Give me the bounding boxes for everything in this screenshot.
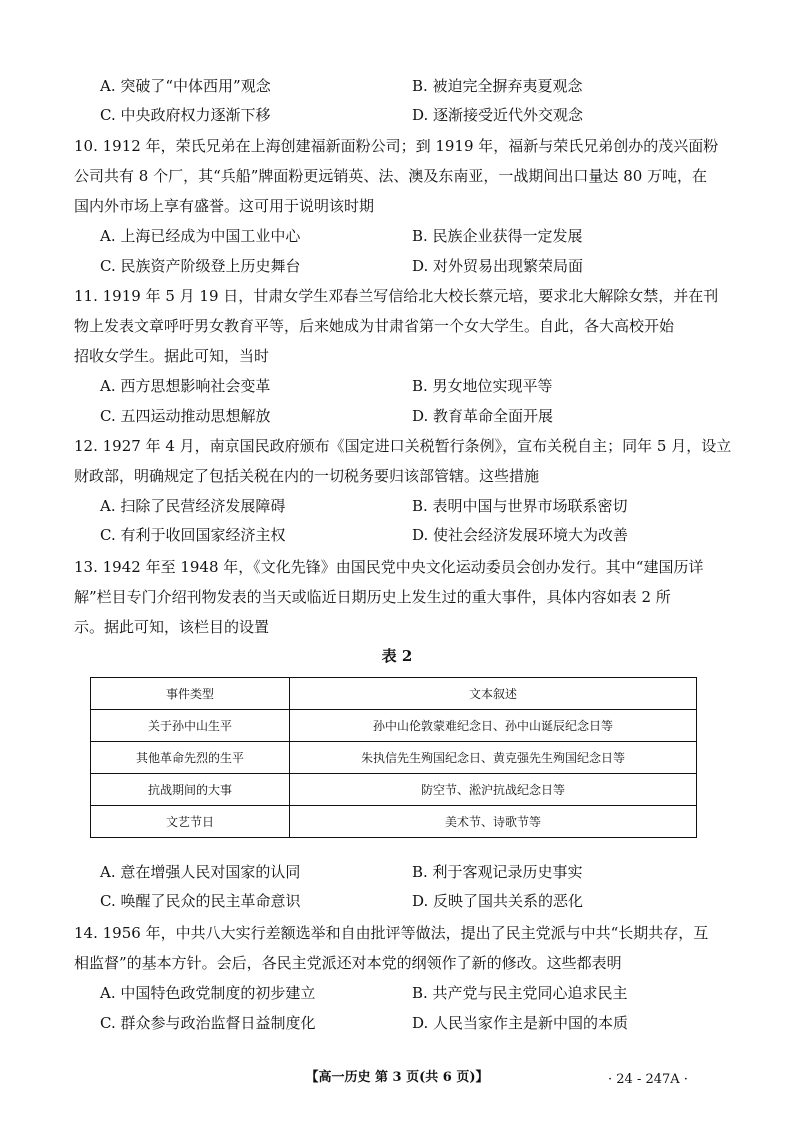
q10-option-d: D. 对外贸易出现繁荣局面 (412, 257, 584, 275)
table-header-event-type: 事件类型 (91, 678, 290, 710)
q12-option-b: B. 表明中国与世界市场联系密切 (412, 497, 628, 515)
q12-line-1: 12. 1927 年 4 月，南京国民政府颁布《国定进口关税暂行条例》，宣布关税自主；同年 5 月，设立 (74, 437, 732, 455)
q10-line-2: 公司共有 8 个厂，其“兵船”牌面粉更远销英、法、澳及东南亚，一战期间出口量达 80 万吨，在 (74, 167, 708, 185)
q13-option-b: B. 利于客观记录历史事实 (412, 863, 583, 881)
exam-code: · 24 - 247A · (608, 1072, 688, 1087)
table-row (91, 742, 697, 774)
table-cell: 其他革命先烈的生平 (91, 742, 290, 774)
q10-line-1: 10. 1912 年，荣氏兄弟在上海创建福新面粉公司；到 1919 年，福新与荣氏兄弟创办的茂兴面粉 (74, 137, 719, 155)
q11-line-3: 招收女学生。据此可知，当时 (74, 347, 270, 365)
table-2 (90, 677, 697, 838)
q12-line-2: 财政部，明确规定了包括关税在内的一切税务要归该部管辖。这些措施 (74, 467, 540, 485)
q10-option-b: B. 民族企业获得一定发展 (412, 227, 583, 245)
q14-option-c: C. 群众参与政治监督日益制度化 (100, 1014, 316, 1032)
table-cell: 文艺节日 (91, 806, 290, 838)
q14-option-a: A. 中国特色政党制度的初步建立 (100, 984, 316, 1002)
q11-option-b: B. 男女地位实现平等 (412, 377, 553, 395)
q13-option-a: A. 意在增强人民对国家的认同 (100, 863, 301, 881)
table-row (91, 774, 697, 806)
q10-option-a: A. 上海已经成为中国工业中心 (100, 227, 301, 245)
table-cell: 美术节、诗歌节等 (290, 806, 697, 838)
q9-option-d: D. 逐渐接受近代外交观念 (412, 106, 584, 124)
q11-option-a: A. 西方思想影响社会变革 (100, 377, 271, 395)
q14-option-b: B. 共产党与民主党同心追求民主 (412, 984, 628, 1002)
table-header-text-desc: 文本叙述 (290, 678, 697, 710)
q13-option-d: D. 反映了国共关系的恶化 (412, 892, 584, 910)
q11-line-1: 11. 1919 年 5 月 19 日，甘肃女学生邓春兰写信给北大校长蔡元培，要求北大解除女禁，并在刊 (74, 287, 719, 305)
q11-option-d: D. 教育革命全面开展 (412, 407, 554, 425)
table-row (91, 710, 697, 742)
q12-option-d: D. 使社会经济发展环境大为改善 (412, 526, 629, 544)
q12-option-c: C. 有利于收回国家经济主权 (100, 526, 286, 544)
table-cell: 防空节、淞沪抗战纪念日等 (290, 774, 697, 806)
q14-line-1: 14. 1956 年，中共八大实行差额选举和自由批评等做法，提出了民主党派与中共“长期共存，互 (74, 924, 709, 942)
q14-line-2: 相监督”的基本方针。会后，各民主党派还对本党的纲领作了新的修改。这些都表明 (74, 954, 622, 972)
q13-line-2: 解”栏目专门介绍刊物发表的当天或临近日期历史上发生过的重大事件，具体内容如表 2 所 (74, 588, 671, 606)
q10-line-3: 国内外市场上享有盛誉。这可用于说明该时期 (74, 197, 375, 215)
table-cell: 朱执信先生殉国纪念日、黄克强先生殉国纪念日等 (290, 742, 697, 774)
table-2-title: 表 2 (381, 647, 413, 665)
q9-option-a: A. 突破了“中体西用”观念 (100, 77, 271, 95)
q14-option-d: D. 人民当家作主是新中国的本质 (412, 1014, 629, 1032)
table-cell: 抗战期间的大事 (91, 774, 290, 806)
q13-line-1: 13. 1942 年至 1948 年，《文化先锋》由国民党中央文化运动委员会创办发行。其中“建国历详 (74, 558, 704, 576)
q13-option-c: C. 唤醒了民众的民主革命意识 (100, 892, 301, 910)
table-header-row (91, 678, 697, 710)
q9-option-c: C. 中央政府权力逐渐下移 (100, 106, 271, 124)
q11-line-2: 物上发表文章呼吁男女教育平等，后来她成为甘肃省第一个女大学生。自此，各大高校开始 (74, 317, 675, 335)
page-footer: 【高一历史 第 3 页(共 6 页)】 (305, 1070, 489, 1085)
q12-option-a: A. 扫除了民营经济发展障碍 (100, 497, 286, 515)
q10-option-c: C. 民族资产阶级登上历史舞台 (100, 257, 301, 275)
table-row (91, 806, 697, 838)
table-cell: 孙中山伦敦蒙难纪念日、孙中山诞辰纪念日等 (290, 710, 697, 742)
table-cell: 关于孙中山生平 (91, 710, 290, 742)
q11-option-c: C. 五四运动推动思想解放 (100, 407, 271, 425)
q13-line-3: 示。据此可知，该栏目的设置 (74, 618, 270, 636)
q9-option-b: B. 被迫完全摒弃夷夏观念 (412, 77, 583, 95)
